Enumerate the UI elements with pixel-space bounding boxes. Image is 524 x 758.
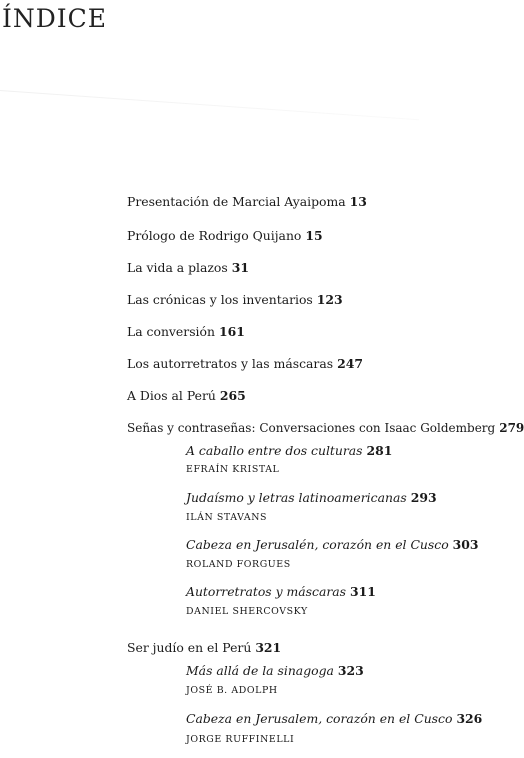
toc-subentry [186,443,392,459]
toc-subentry-page: 281 [366,443,393,458]
toc-entry [127,292,343,308]
toc-subentry-title: A caballo entre dos culturas [186,443,363,458]
toc-entry-text: La conversión [127,324,215,339]
toc-entry-page: 123 [316,292,343,307]
toc-author: DANIEL SHERCOVSKY [186,606,308,617]
toc-entry-text: Presentación de Marcial Ayaipoma [127,194,346,209]
toc-entry-text: Señas y contraseñas: Conversaciones con Isaac Goldemberg [127,421,496,435]
toc-author: JOSÉ B. ADOLPH [186,685,278,696]
toc-entry [127,388,246,404]
toc-entry [127,228,323,244]
toc-entry-text: La vida a plazos [127,260,228,275]
toc-subentry-page: 303 [452,537,479,552]
toc-entry-page: 15 [305,228,323,243]
toc-entry [127,640,281,656]
toc-subentry-page: 323 [337,663,364,678]
toc-subentry-title: Más allá de la sinagoga [186,663,334,678]
toc-subentry-page: 326 [456,711,483,726]
toc-subentry-title: Cabeza en Jerusalén, corazón en el Cusco [186,537,449,552]
toc-author: ILÁN STAVANS [186,512,268,523]
toc-author: ROLAND FORGUES [186,559,291,570]
toc-author: EFRAÍN KRISTAL [186,464,280,475]
toc-subentry-page: 311 [350,584,376,599]
toc-subentry-title: Judaísmo y letras latinoamericanas [186,490,407,505]
page-title: ÍNDICE [2,4,108,33]
toc-entry-page: 31 [231,260,249,275]
toc-entry-text: Los autorretratos y las máscaras [127,356,334,371]
toc-entry [127,420,524,436]
toc-subentry-page: 293 [410,490,437,505]
toc-subentry [186,537,479,553]
toc-entry [127,356,363,372]
toc-subentry [186,711,482,727]
toc-entry [127,194,367,210]
toc-entry [127,324,245,340]
toc-entry [127,260,249,276]
toc-author: JORGE RUFFINELLI [186,734,295,745]
toc-entry-text: Prólogo de Rodrigo Quijano [127,228,302,243]
toc-entry-page: 265 [219,388,246,403]
toc-entry-page: 321 [255,640,282,655]
toc-subentry [186,663,364,679]
toc-entry-text: Ser judío en el Perú [127,640,252,655]
toc-entry-page: 13 [349,194,367,209]
toc-subentry-title: Autorretratos y máscaras [186,584,347,599]
toc-subentry [186,490,437,506]
toc-subentry [186,584,376,600]
toc-entry-text: Las crónicas y los inventarios [127,292,313,307]
toc-entry-page: 247 [337,356,363,371]
toc-entry-text: A Dios al Perú [127,388,216,403]
toc-entry-page: 279 [499,421,524,435]
toc-entry-page: 161 [218,324,245,339]
scan-artifact [0,90,419,120]
toc-subentry-title: Cabeza en Jerusalem, corazón en el Cusco [186,711,453,726]
